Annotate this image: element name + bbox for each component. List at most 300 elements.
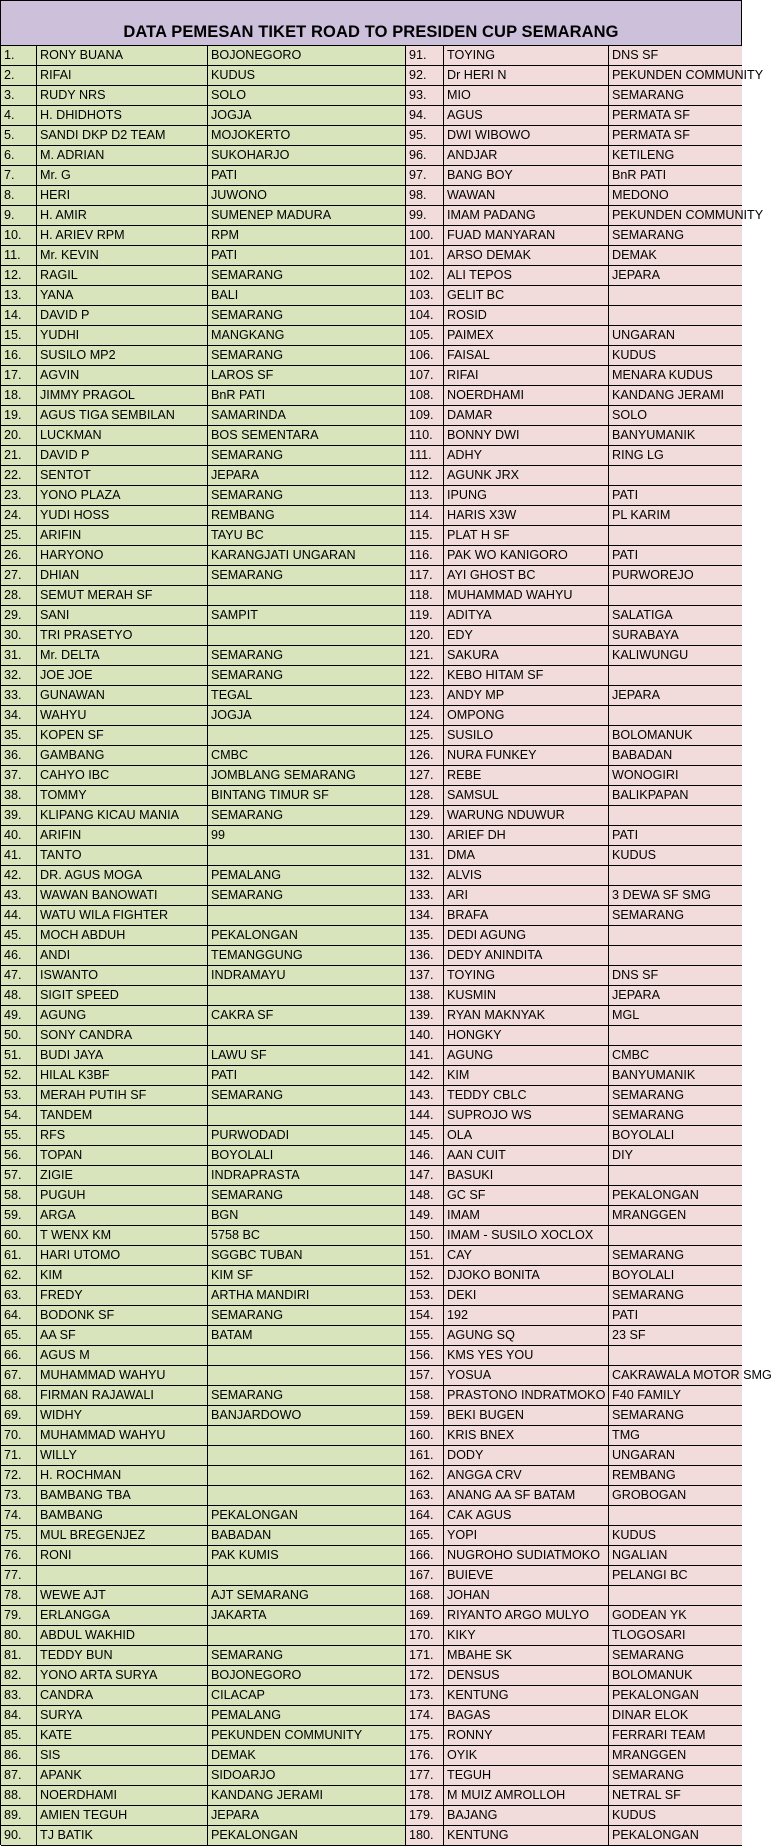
row-number-cell[interactable]: 23. (1, 486, 37, 505)
city-cell[interactable]: DNS SF (609, 966, 742, 985)
name-cell[interactable]: RAGIL (37, 266, 208, 285)
city-cell[interactable]: PEKALONGAN (609, 1686, 742, 1705)
row-number-cell[interactable]: 7. (1, 166, 37, 185)
row-number-cell[interactable]: 47. (1, 966, 37, 985)
row-number-cell[interactable]: 36. (1, 746, 37, 765)
row-number-cell[interactable]: 53. (1, 1086, 37, 1105)
city-cell[interactable]: JEPARA (208, 1806, 406, 1825)
name-cell[interactable]: MIO (444, 86, 609, 105)
row-number-cell[interactable]: 96. (406, 146, 444, 165)
city-cell[interactable]: SEMARANG (208, 346, 406, 365)
name-cell[interactable]: PUGUH (37, 1186, 208, 1205)
row-number-cell[interactable]: 89. (1, 1806, 37, 1825)
name-cell[interactable]: SONY CANDRA (37, 1026, 208, 1045)
row-number-cell[interactable]: 94. (406, 106, 444, 125)
city-cell[interactable]: INDRAPRASTA (208, 1166, 406, 1185)
city-cell[interactable]: SEMARANG (208, 266, 406, 285)
city-cell[interactable]: PELANGI BC (609, 1566, 742, 1585)
row-number-cell[interactable]: 50. (1, 1026, 37, 1045)
city-cell[interactable] (208, 986, 406, 1005)
row-number-cell[interactable]: 20. (1, 426, 37, 445)
name-cell[interactable]: HARI UTOMO (37, 1246, 208, 1265)
row-number-cell[interactable]: 27. (1, 566, 37, 585)
city-cell[interactable] (208, 1626, 406, 1645)
name-cell[interactable]: BANG BOY (444, 166, 609, 185)
name-cell[interactable]: H. ARIEV RPM (37, 226, 208, 245)
city-cell[interactable]: SEMARANG (609, 1086, 742, 1105)
row-number-cell[interactable]: 91. (406, 46, 444, 65)
name-cell[interactable]: ADHY (444, 446, 609, 465)
name-cell[interactable]: HARIS X3W (444, 506, 609, 525)
name-cell[interactable]: M. ADRIAN (37, 146, 208, 165)
row-number-cell[interactable]: 79. (1, 1606, 37, 1625)
city-cell[interactable]: SUKOHARJO (208, 146, 406, 165)
row-number-cell[interactable]: 156. (406, 1346, 444, 1365)
city-cell[interactable]: GROBOGAN (609, 1486, 742, 1505)
city-cell[interactable] (609, 1586, 742, 1605)
name-cell[interactable]: JOHAN (444, 1586, 609, 1605)
city-cell[interactable]: BALI (208, 286, 406, 305)
row-number-cell[interactable]: 100. (406, 226, 444, 245)
city-cell[interactable]: JOMBLANG SEMARANG (208, 766, 406, 785)
row-number-cell[interactable]: 63. (1, 1286, 37, 1305)
row-number-cell[interactable]: 128. (406, 786, 444, 805)
name-cell[interactable]: CANDRA (37, 1686, 208, 1705)
row-number-cell[interactable]: 107. (406, 366, 444, 385)
row-number-cell[interactable]: 95. (406, 126, 444, 145)
name-cell[interactable]: OYIK (444, 1746, 609, 1765)
city-cell[interactable]: WONOGIRI (609, 766, 742, 785)
city-cell[interactable] (609, 306, 742, 325)
row-number-cell[interactable]: 99. (406, 206, 444, 225)
row-number-cell[interactable]: 37. (1, 766, 37, 785)
city-cell[interactable] (609, 466, 742, 485)
city-cell[interactable] (609, 866, 742, 885)
row-number-cell[interactable]: 126. (406, 746, 444, 765)
name-cell[interactable]: Mr. G (37, 166, 208, 185)
city-cell[interactable]: PEMALANG (208, 1706, 406, 1725)
name-cell[interactable]: BAMBANG TBA (37, 1486, 208, 1505)
name-cell[interactable]: ARIFIN (37, 826, 208, 845)
city-cell[interactable]: SEMARANG (208, 566, 406, 585)
city-cell[interactable]: MRANGGEN (609, 1746, 742, 1765)
city-cell[interactable]: JAKARTA (208, 1606, 406, 1625)
city-cell[interactable]: SEMARANG (208, 1306, 406, 1325)
name-cell[interactable]: AYI GHOST BC (444, 566, 609, 585)
city-cell[interactable]: SEMARANG (609, 1246, 742, 1265)
row-number-cell[interactable]: 74. (1, 1506, 37, 1525)
city-cell[interactable]: BANYUMANIK (609, 1066, 742, 1085)
name-cell[interactable]: KUSMIN (444, 986, 609, 1005)
name-cell[interactable]: IMAM (444, 1206, 609, 1225)
name-cell[interactable]: CAY (444, 1246, 609, 1265)
name-cell[interactable]: EDY (444, 626, 609, 645)
row-number-cell[interactable]: 121. (406, 646, 444, 665)
name-cell[interactable]: SANI (37, 606, 208, 625)
name-cell[interactable]: WILLY (37, 1446, 208, 1465)
name-cell[interactable]: Dr HERI N (444, 66, 609, 85)
row-number-cell[interactable]: 84. (1, 1706, 37, 1725)
city-cell[interactable]: TMG (609, 1426, 742, 1445)
city-cell[interactable]: AJT SEMARANG (208, 1586, 406, 1605)
name-cell[interactable]: HERI (37, 186, 208, 205)
row-number-cell[interactable]: 19. (1, 406, 37, 425)
city-cell[interactable]: KANDANG JERAMI (609, 386, 742, 405)
name-cell[interactable]: DJOKO BONITA (444, 1266, 609, 1285)
name-cell[interactable]: ALVIS (444, 866, 609, 885)
name-cell[interactable]: FREDY (37, 1286, 208, 1305)
city-cell[interactable]: SEMARANG (208, 1186, 406, 1205)
row-number-cell[interactable]: 8. (1, 186, 37, 205)
row-number-cell[interactable]: 45. (1, 926, 37, 945)
name-cell[interactable]: KENTUNG (444, 1826, 609, 1845)
row-number-cell[interactable]: 147. (406, 1166, 444, 1185)
city-cell[interactable]: SEMARANG (609, 226, 742, 245)
row-number-cell[interactable]: 109. (406, 406, 444, 425)
name-cell[interactable]: BUDI JAYA (37, 1046, 208, 1065)
city-cell[interactable]: KUDUS (208, 66, 406, 85)
city-cell[interactable]: PERMATA SF (609, 106, 742, 125)
name-cell[interactable]: IMAM PADANG (444, 206, 609, 225)
city-cell[interactable]: SGGBC TUBAN (208, 1246, 406, 1265)
row-number-cell[interactable]: 120. (406, 626, 444, 645)
row-number-cell[interactable]: 171. (406, 1646, 444, 1665)
name-cell[interactable]: LUCKMAN (37, 426, 208, 445)
name-cell[interactable]: TANDEM (37, 1106, 208, 1125)
row-number-cell[interactable]: 16. (1, 346, 37, 365)
row-number-cell[interactable]: 86. (1, 1746, 37, 1765)
name-cell[interactable]: HONGKY (444, 1026, 609, 1045)
name-cell[interactable]: AGUNG SQ (444, 1326, 609, 1345)
row-number-cell[interactable]: 83. (1, 1686, 37, 1705)
row-number-cell[interactable]: 30. (1, 626, 37, 645)
row-number-cell[interactable]: 151. (406, 1246, 444, 1265)
row-number-cell[interactable]: 76. (1, 1546, 37, 1565)
row-number-cell[interactable]: 155. (406, 1326, 444, 1345)
city-cell[interactable]: MOJOKERTO (208, 126, 406, 145)
row-number-cell[interactable]: 125. (406, 726, 444, 745)
city-cell[interactable]: PEKALONGAN (208, 926, 406, 945)
city-cell[interactable] (208, 1446, 406, 1465)
city-cell[interactable]: DINAR ELOK (609, 1706, 742, 1725)
name-cell[interactable]: AGUS M (37, 1346, 208, 1365)
row-number-cell[interactable]: 166. (406, 1546, 444, 1565)
row-number-cell[interactable]: 161. (406, 1446, 444, 1465)
row-number-cell[interactable]: 42. (1, 866, 37, 885)
row-number-cell[interactable]: 143. (406, 1086, 444, 1105)
row-number-cell[interactable]: 140. (406, 1026, 444, 1045)
row-number-cell[interactable]: 90. (1, 1826, 37, 1845)
city-cell[interactable]: KUDUS (609, 1526, 742, 1545)
name-cell[interactable]: ARIEF DH (444, 826, 609, 845)
name-cell[interactable]: TOPAN (37, 1146, 208, 1165)
city-cell[interactable] (609, 1226, 742, 1245)
row-number-cell[interactable]: 44. (1, 906, 37, 925)
name-cell[interactable]: Mr. DELTA (37, 646, 208, 665)
name-cell[interactable]: BAJANG (444, 1806, 609, 1825)
row-number-cell[interactable]: 31. (1, 646, 37, 665)
city-cell[interactable]: DEMAK (609, 246, 742, 265)
row-number-cell[interactable]: 64. (1, 1306, 37, 1325)
row-number-cell[interactable]: 61. (1, 1246, 37, 1265)
city-cell[interactable] (208, 1346, 406, 1365)
city-cell[interactable]: PATI (609, 486, 742, 505)
row-number-cell[interactable]: 14. (1, 306, 37, 325)
city-cell[interactable]: MRANGGEN (609, 1206, 742, 1225)
row-number-cell[interactable]: 39. (1, 806, 37, 825)
row-number-cell[interactable]: 122. (406, 666, 444, 685)
city-cell[interactable]: SEMARANG (208, 446, 406, 465)
row-number-cell[interactable]: 92. (406, 66, 444, 85)
city-cell[interactable] (609, 666, 742, 685)
city-cell[interactable]: BnR PATI (208, 386, 406, 405)
row-number-cell[interactable]: 33. (1, 686, 37, 705)
city-cell[interactable]: PEKALONGAN (208, 1826, 406, 1845)
city-cell[interactable]: PATI (609, 1306, 742, 1325)
row-number-cell[interactable]: 73. (1, 1486, 37, 1505)
city-cell[interactable]: NGALIAN (609, 1546, 742, 1565)
name-cell[interactable]: SEMUT MERAH SF (37, 586, 208, 605)
name-cell[interactable]: DHIAN (37, 566, 208, 585)
name-cell[interactable]: ANANG AA SF BATAM (444, 1486, 609, 1505)
row-number-cell[interactable]: 170. (406, 1626, 444, 1645)
city-cell[interactable]: PEKALONGAN (208, 1506, 406, 1525)
row-number-cell[interactable]: 180. (406, 1826, 444, 1845)
row-number-cell[interactable]: 49. (1, 1006, 37, 1025)
name-cell[interactable]: RONI (37, 1546, 208, 1565)
row-number-cell[interactable]: 101. (406, 246, 444, 265)
city-cell[interactable]: SEMARANG (609, 1286, 742, 1305)
city-cell[interactable]: CMBC (609, 1046, 742, 1065)
name-cell[interactable]: 192 (444, 1306, 609, 1325)
city-cell[interactable] (609, 1346, 742, 1365)
row-number-cell[interactable]: 9. (1, 206, 37, 225)
city-cell[interactable]: KALIWUNGU (609, 646, 742, 665)
row-number-cell[interactable]: 54. (1, 1106, 37, 1125)
name-cell[interactable]: DODY (444, 1446, 609, 1465)
city-cell[interactable]: MGL (609, 1006, 742, 1025)
row-number-cell[interactable]: 28. (1, 586, 37, 605)
city-cell[interactable]: SOLO (609, 406, 742, 425)
row-number-cell[interactable]: 165. (406, 1526, 444, 1545)
row-number-cell[interactable]: 160. (406, 1426, 444, 1445)
row-number-cell[interactable]: 24. (1, 506, 37, 525)
row-number-cell[interactable]: 162. (406, 1466, 444, 1485)
city-cell[interactable]: SEMARANG (609, 86, 742, 105)
row-number-cell[interactable]: 66. (1, 1346, 37, 1365)
name-cell[interactable]: SAMSUL (444, 786, 609, 805)
row-number-cell[interactable]: 141. (406, 1046, 444, 1065)
city-cell[interactable]: REMBANG (208, 506, 406, 525)
name-cell[interactable]: HILAL K3BF (37, 1066, 208, 1085)
name-cell[interactable]: GAMBANG (37, 746, 208, 765)
city-cell[interactable]: SEMARANG (609, 1766, 742, 1785)
name-cell[interactable]: ARIFIN (37, 526, 208, 545)
name-cell[interactable]: TOMMY (37, 786, 208, 805)
name-cell[interactable]: TOYING (444, 966, 609, 985)
name-cell[interactable]: DAMAR (444, 406, 609, 425)
city-cell[interactable]: PERMATA SF (609, 126, 742, 145)
row-number-cell[interactable]: 43. (1, 886, 37, 905)
name-cell[interactable]: WAWAN BANOWATI (37, 886, 208, 905)
city-cell[interactable]: BANJARDOWO (208, 1406, 406, 1425)
row-number-cell[interactable]: 110. (406, 426, 444, 445)
name-cell[interactable]: KLIPANG KICAU MANIA (37, 806, 208, 825)
city-cell[interactable]: MANGKANG (208, 326, 406, 345)
name-cell[interactable]: ALI TEPOS (444, 266, 609, 285)
name-cell[interactable]: DAVID P (37, 306, 208, 325)
name-cell[interactable]: RIFAI (444, 366, 609, 385)
city-cell[interactable] (609, 526, 742, 545)
city-cell[interactable]: PATI (609, 826, 742, 845)
city-cell[interactable] (609, 926, 742, 945)
name-cell[interactable]: DWI WIBOWO (444, 126, 609, 145)
name-cell[interactable]: REBE (444, 766, 609, 785)
name-cell[interactable]: MBAHE SK (444, 1646, 609, 1665)
name-cell[interactable]: DMA (444, 846, 609, 865)
name-cell[interactable]: AGUNK JRX (444, 466, 609, 485)
name-cell[interactable]: KATE (37, 1726, 208, 1745)
city-cell[interactable]: BATAM (208, 1326, 406, 1345)
name-cell[interactable]: RYAN MAKNYAK (444, 1006, 609, 1025)
row-number-cell[interactable]: 154. (406, 1306, 444, 1325)
city-cell[interactable]: GODEAN YK (609, 1606, 742, 1625)
city-cell[interactable]: BOS SEMENTARA (208, 426, 406, 445)
city-cell[interactable]: JEPARA (609, 986, 742, 1005)
row-number-cell[interactable]: 134. (406, 906, 444, 925)
name-cell[interactable]: DEDY ANINDITA (444, 946, 609, 965)
city-cell[interactable]: ARTHA MANDIRI (208, 1286, 406, 1305)
city-cell[interactable]: BOYOLALI (208, 1146, 406, 1165)
city-cell[interactable] (208, 1366, 406, 1385)
name-cell[interactable]: KRIS BNEX (444, 1426, 609, 1445)
name-cell[interactable]: ARI (444, 886, 609, 905)
name-cell[interactable]: PAK WO KANIGORO (444, 546, 609, 565)
city-cell[interactable] (609, 1026, 742, 1045)
row-number-cell[interactable]: 132. (406, 866, 444, 885)
name-cell[interactable]: H. AMIR (37, 206, 208, 225)
city-cell[interactable]: BOYOLALI (609, 1266, 742, 1285)
row-number-cell[interactable]: 21. (1, 446, 37, 465)
city-cell[interactable] (609, 1166, 742, 1185)
city-cell[interactable]: SEMARANG (609, 1646, 742, 1665)
row-number-cell[interactable]: 48. (1, 986, 37, 1005)
city-cell[interactable] (208, 586, 406, 605)
row-number-cell[interactable]: 5. (1, 126, 37, 145)
name-cell[interactable]: AA SF (37, 1326, 208, 1345)
row-number-cell[interactable]: 176. (406, 1746, 444, 1765)
name-cell[interactable]: Mr. KEVIN (37, 246, 208, 265)
city-cell[interactable]: LAROS SF (208, 366, 406, 385)
name-cell[interactable]: KEBO HITAM SF (444, 666, 609, 685)
city-cell[interactable]: UNGARAN (609, 326, 742, 345)
name-cell[interactable]: NOERDHAMI (37, 1786, 208, 1805)
city-cell[interactable]: 3 DEWA SF SMG (609, 886, 742, 905)
name-cell[interactable]: PLAT H SF (444, 526, 609, 545)
name-cell[interactable]: CAK AGUS (444, 1506, 609, 1525)
row-number-cell[interactable]: 131. (406, 846, 444, 865)
row-number-cell[interactable]: 60. (1, 1226, 37, 1245)
city-cell[interactable]: SEMARANG (208, 886, 406, 905)
row-number-cell[interactable]: 106. (406, 346, 444, 365)
row-number-cell[interactable]: 25. (1, 526, 37, 545)
name-cell[interactable]: AGUS (444, 106, 609, 125)
city-cell[interactable] (609, 1506, 742, 1525)
city-cell[interactable]: TEMANGGUNG (208, 946, 406, 965)
name-cell[interactable]: ISWANTO (37, 966, 208, 985)
city-cell[interactable]: MEDONO (609, 186, 742, 205)
row-number-cell[interactable]: 175. (406, 1726, 444, 1745)
name-cell[interactable]: T WENX KM (37, 1226, 208, 1245)
row-number-cell[interactable]: 153. (406, 1286, 444, 1305)
row-number-cell[interactable]: 34. (1, 706, 37, 725)
city-cell[interactable]: PL KARIM (609, 506, 742, 525)
row-number-cell[interactable]: 77. (1, 1566, 37, 1585)
city-cell[interactable]: KIM SF (208, 1266, 406, 1285)
name-cell[interactable]: KIM (444, 1066, 609, 1085)
name-cell[interactable]: FIRMAN RAJAWALI (37, 1386, 208, 1405)
city-cell[interactable]: PEKALONGAN (609, 1826, 742, 1845)
city-cell[interactable]: BGN (208, 1206, 406, 1225)
city-cell[interactable]: BOJONEGORO (208, 1666, 406, 1685)
row-number-cell[interactable]: 35. (1, 726, 37, 745)
city-cell[interactable]: BANYUMANIK (609, 426, 742, 445)
name-cell[interactable]: PAIMEX (444, 326, 609, 345)
row-number-cell[interactable]: 67. (1, 1366, 37, 1385)
city-cell[interactable] (208, 1566, 406, 1585)
city-cell[interactable]: SAMARINDA (208, 406, 406, 425)
name-cell[interactable]: HARYONO (37, 546, 208, 565)
row-number-cell[interactable]: 168. (406, 1586, 444, 1605)
row-number-cell[interactable]: 108. (406, 386, 444, 405)
city-cell[interactable] (609, 706, 742, 725)
row-number-cell[interactable]: 123. (406, 686, 444, 705)
name-cell[interactable]: SIS (37, 1746, 208, 1765)
city-cell[interactable] (208, 906, 406, 925)
row-number-cell[interactable]: 12. (1, 266, 37, 285)
city-cell[interactable] (208, 1026, 406, 1045)
city-cell[interactable]: PURWODADI (208, 1126, 406, 1145)
row-number-cell[interactable]: 75. (1, 1526, 37, 1545)
row-number-cell[interactable]: 135. (406, 926, 444, 945)
city-cell[interactable]: SEMARANG (208, 666, 406, 685)
row-number-cell[interactable]: 164. (406, 1506, 444, 1525)
name-cell[interactable]: AGUS TIGA SEMBILAN (37, 406, 208, 425)
name-cell[interactable]: IPUNG (444, 486, 609, 505)
city-cell[interactable]: UNGARAN (609, 1446, 742, 1465)
city-cell[interactable]: REMBANG (609, 1466, 742, 1485)
name-cell[interactable]: TRI PRASETYO (37, 626, 208, 645)
name-cell[interactable]: YUDI HOSS (37, 506, 208, 525)
city-cell[interactable] (208, 1426, 406, 1445)
row-number-cell[interactable]: 80. (1, 1626, 37, 1645)
row-number-cell[interactable]: 113. (406, 486, 444, 505)
city-cell[interactable] (609, 806, 742, 825)
row-number-cell[interactable]: 173. (406, 1686, 444, 1705)
city-cell[interactable]: INDRAMAYU (208, 966, 406, 985)
row-number-cell[interactable]: 59. (1, 1206, 37, 1225)
name-cell[interactable]: MOCH ABDUH (37, 926, 208, 945)
row-number-cell[interactable]: 133. (406, 886, 444, 905)
name-cell[interactable]: APANK (37, 1766, 208, 1785)
city-cell[interactable]: 23 SF (609, 1326, 742, 1345)
name-cell[interactable]: H. DHIDHOTS (37, 106, 208, 125)
city-cell[interactable] (208, 1486, 406, 1505)
name-cell[interactable]: ADITYA (444, 606, 609, 625)
row-number-cell[interactable]: 150. (406, 1226, 444, 1245)
name-cell[interactable]: BUIEVE (444, 1566, 609, 1585)
name-cell[interactable]: NOERDHAMI (444, 386, 609, 405)
